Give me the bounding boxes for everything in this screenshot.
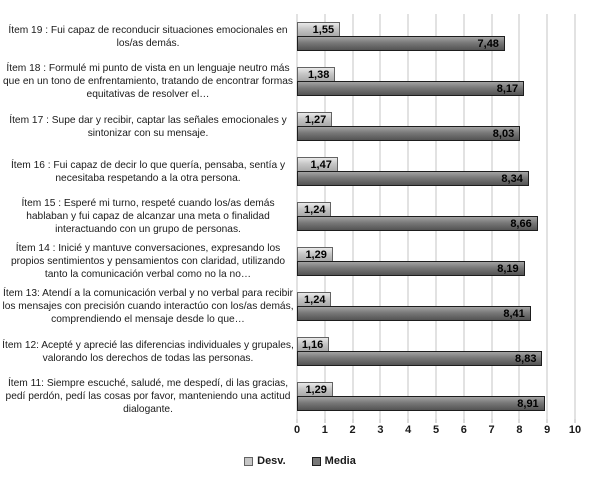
desv-bar (297, 22, 340, 37)
media-bar (297, 81, 524, 96)
bar-group-item-15 (297, 194, 575, 239)
x-axis-tick-label: 4 (405, 424, 412, 436)
media-bar (297, 36, 505, 51)
axis-tick (491, 419, 492, 423)
desv-bar (297, 202, 331, 217)
bar-group-item-13 (297, 284, 575, 329)
bar-group-item-14 (297, 239, 575, 284)
bar-group-item-17 (297, 104, 575, 149)
axis-tick (436, 419, 437, 423)
x-axis-tick-label: 3 (377, 424, 384, 436)
category-label-item-12: Ítem 12: Acepté y aprecié las diferencias individuales y grupales, valorando los derechos de todas las personas. (2, 339, 294, 364)
category-label-item-17: Ítem 17 : Supe dar y recibir, captar las señales emocionales y sintonizar con su mensaje. (9, 114, 287, 139)
media-bar (297, 126, 520, 141)
category-label-item-11: Ítem 11: Siempre escuché, saludé, me despedí, di las gracias, pedí perdón, pedí las cosas por favor, manteniendo una actitud dialogante. (5, 378, 291, 415)
desv-value-label: 1,47 (310, 158, 332, 171)
media-bar (297, 171, 529, 186)
media-value-label: 7,48 (477, 37, 499, 50)
media-value-label: 8,03 (492, 127, 515, 140)
desv-value-label: 1,24 (304, 293, 326, 306)
media-bar (297, 261, 525, 276)
axis-tick (463, 419, 464, 423)
legend-swatch-media-icon (312, 457, 321, 466)
desv-bar (297, 67, 335, 82)
media-bar (297, 351, 542, 366)
desv-bar (297, 337, 329, 352)
x-axis-tick-label: 1 (321, 424, 328, 436)
x-axis-tick-label: 2 (349, 424, 356, 436)
legend-label-media: Media (324, 455, 356, 467)
x-axis (293, 424, 582, 438)
category-label-item-14: Ítem 14 : Inicié y mantuve conversaciones, expresando los propios sentimientos y pensamientos con claridad, utilizando tanto la comunicación verbal como no la no… (10, 243, 286, 280)
desv-value-label: 1,27 (304, 113, 327, 126)
axis-tick (380, 419, 381, 423)
bar-group-item-12 (297, 329, 575, 374)
media-value-label: 8,66 (510, 217, 532, 230)
desv-value-label: 1,16 (301, 338, 324, 351)
x-axis-tick-label: 0 (293, 424, 301, 436)
axis-tick (352, 419, 353, 423)
bar-group-item-16 (297, 149, 575, 194)
desv-value-label: 1,55 (312, 23, 335, 36)
desv-bar (297, 247, 333, 262)
media-value-label: 8,19 (497, 262, 519, 275)
legend-swatch-desv-icon (244, 457, 253, 466)
desv-bar (297, 157, 338, 172)
x-axis-tick-label: 9 (544, 424, 551, 436)
desv-bar (297, 292, 331, 307)
legend-item-media (312, 455, 356, 467)
bar-group-item-19 (297, 14, 575, 59)
category-label-item-13: Ítem 13: Atendí a la comunicación verbal y no verbal para recibir los mensajes con precisión cuando interactúo con los/as demás, comprendiendo el mensaje desde lo que… (2, 288, 294, 325)
plot-area (297, 14, 575, 419)
legend (0, 452, 600, 470)
x-axis-tick-label: 8 (516, 424, 523, 436)
desv-value-label: 1,24 (304, 203, 326, 216)
desv-value-label: 1,29 (305, 248, 327, 261)
axis-tick (547, 419, 548, 423)
axis-tick (519, 419, 520, 423)
media-value-label: 8,91 (517, 397, 539, 410)
desv-value-label: 1,29 (305, 383, 327, 396)
media-bar (297, 306, 531, 321)
x-axis-tick-label: 5 (432, 424, 440, 436)
media-value-label: 8,34 (501, 172, 523, 185)
x-axis-tick-label: 6 (460, 424, 467, 436)
legend-item-desv (244, 455, 286, 467)
desv-bar (297, 112, 332, 127)
legend-label-desv: Desv. (257, 455, 286, 467)
axis-tick (297, 419, 298, 423)
x-axis-tick-label: 7 (488, 424, 495, 436)
category-label-item-18: Ítem 18 : Formulé mi punto de vista en un lenguaje neutro más que en un tono de enfrentamiento, tratando de encontrar formas equitativas de resolver el… (3, 63, 293, 100)
axis-tick (324, 419, 325, 423)
axis-tick (408, 419, 409, 423)
media-bar (297, 216, 538, 231)
bar-group-item-11 (297, 374, 575, 419)
bar-group-item-18 (297, 59, 575, 104)
category-label-item-19: Ítem 19 : Fui capaz de reconducir situaciones emocionales en los/as demás. (8, 24, 288, 49)
media-bar (297, 396, 545, 411)
category-label-item-15: Ítem 15 : Esperé mi turno, respeté cuando los/as demás hablaban y fui capaz de alcanzar una meta o finalidad interactuando con un grupo de personas. (21, 198, 275, 235)
axis-tick (575, 419, 576, 423)
category-labels-column (2, 14, 294, 419)
desv-bar (297, 382, 333, 397)
media-value-label: 8,83 (515, 352, 537, 365)
media-value-label: 8,17 (496, 82, 519, 95)
desv-value-label: 1,38 (307, 68, 330, 81)
media-value-label: 8,41 (503, 307, 525, 320)
x-axis-tick-label: 10 (568, 424, 582, 436)
category-label-item-16: Ítem 16 : Fui capaz de decir lo que quería, pensaba, sentía y necesitaba respetando a la otra persona. (10, 159, 286, 184)
